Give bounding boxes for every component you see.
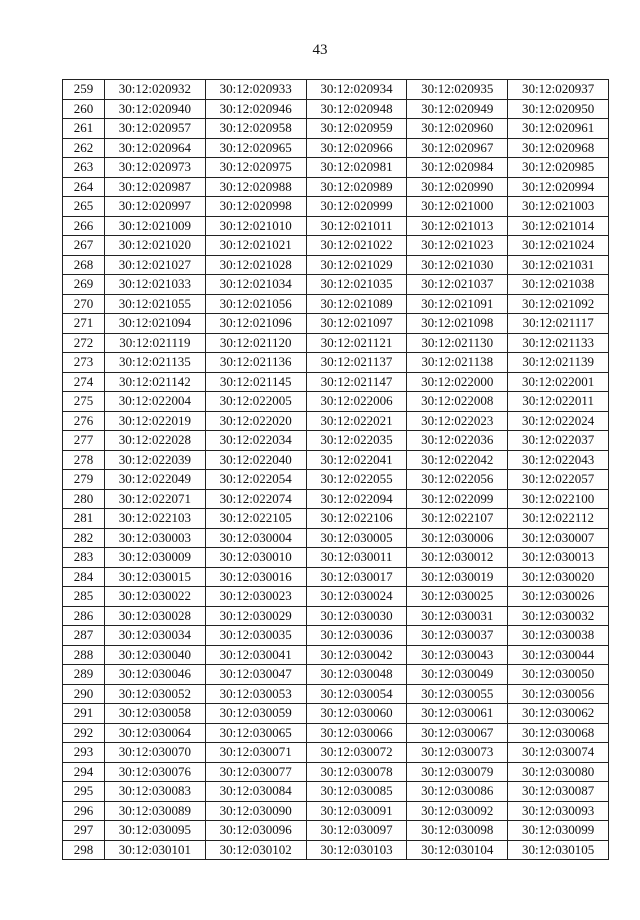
cadastral-number-cell: 30:12:020932 xyxy=(105,80,206,100)
cadastral-number-cell: 30:12:021092 xyxy=(508,294,609,314)
cadastral-number-cell: 30:12:021147 xyxy=(306,372,407,392)
row-number: 275 xyxy=(63,392,105,412)
cadastral-number-cell: 30:12:022112 xyxy=(508,509,609,529)
cadastral-number-cell: 30:12:030066 xyxy=(306,723,407,743)
cadastral-number-cell: 30:12:021133 xyxy=(508,333,609,353)
cadastral-number-cell: 30:12:020958 xyxy=(205,119,306,139)
cadastral-number-cell: 30:12:030053 xyxy=(205,684,306,704)
row-number: 285 xyxy=(63,587,105,607)
row-number: 276 xyxy=(63,411,105,431)
cadastral-number-cell: 30:12:030042 xyxy=(306,645,407,665)
table-row xyxy=(63,528,609,548)
cadastral-number-cell: 30:12:020989 xyxy=(306,177,407,197)
row-number: 261 xyxy=(63,119,105,139)
row-number: 266 xyxy=(63,216,105,236)
page-number: 43 xyxy=(312,42,328,58)
cadastral-number-cell: 30:12:030056 xyxy=(508,684,609,704)
cadastral-number-cell: 30:12:021121 xyxy=(306,333,407,353)
cadastral-number-cell: 30:12:021003 xyxy=(508,197,609,217)
cadastral-number-cell: 30:12:021031 xyxy=(508,255,609,275)
cadastral-number-cell: 30:12:022037 xyxy=(508,431,609,451)
cadastral-number-cell: 30:12:022055 xyxy=(306,470,407,490)
table-row xyxy=(63,353,609,373)
cadastral-number-cell: 30:12:021117 xyxy=(508,314,609,334)
cadastral-number-cell: 30:12:030086 xyxy=(407,782,508,802)
row-number: 293 xyxy=(63,743,105,763)
table-row xyxy=(63,684,609,704)
row-number: 288 xyxy=(63,645,105,665)
cadastral-number-cell: 30:12:021022 xyxy=(306,236,407,256)
cadastral-number-cell: 30:12:020998 xyxy=(205,197,306,217)
row-number: 278 xyxy=(63,450,105,470)
row-number: 284 xyxy=(63,567,105,587)
table-row xyxy=(63,80,609,100)
cadastral-number-cell: 30:12:022042 xyxy=(407,450,508,470)
row-number: 295 xyxy=(63,782,105,802)
cadastral-number-cell: 30:12:020987 xyxy=(105,177,206,197)
cadastral-number-cell: 30:12:021035 xyxy=(306,275,407,295)
cadastral-number-cell: 30:12:021033 xyxy=(105,275,206,295)
cadastral-number-cell: 30:12:030010 xyxy=(205,548,306,568)
cadastral-number-cell: 30:12:022049 xyxy=(105,470,206,490)
cadastral-number-cell: 30:12:020985 xyxy=(508,158,609,178)
cadastral-number-cell: 30:12:022099 xyxy=(407,489,508,509)
cadastral-number-cell: 30:12:030103 xyxy=(306,840,407,860)
row-number: 287 xyxy=(63,626,105,646)
cadastral-number-cell: 30:12:030011 xyxy=(306,548,407,568)
table-row xyxy=(63,723,609,743)
table-row xyxy=(63,840,609,860)
cadastral-number-cell: 30:12:030089 xyxy=(105,801,206,821)
row-number: 264 xyxy=(63,177,105,197)
table-body xyxy=(63,80,609,860)
cadastral-number-cell: 30:12:030102 xyxy=(205,840,306,860)
cadastral-number-cell: 30:12:020975 xyxy=(205,158,306,178)
row-number: 263 xyxy=(63,158,105,178)
cadastral-number-cell: 30:12:020994 xyxy=(508,177,609,197)
row-number: 289 xyxy=(63,665,105,685)
cadastral-number-cell: 30:12:020946 xyxy=(205,99,306,119)
cadastral-number-cell: 30:12:030012 xyxy=(407,548,508,568)
cadastral-number-cell: 30:12:022001 xyxy=(508,372,609,392)
cadastral-number-cell: 30:12:021135 xyxy=(105,353,206,373)
cadastral-number-cell: 30:12:030105 xyxy=(508,840,609,860)
cadastral-number-cell: 30:12:030013 xyxy=(508,548,609,568)
cadastral-number-cell: 30:12:021020 xyxy=(105,236,206,256)
cadastral-number-cell: 30:12:020949 xyxy=(407,99,508,119)
cadastral-number-cell: 30:12:021056 xyxy=(205,294,306,314)
cadastral-number-cell: 30:12:030062 xyxy=(508,704,609,724)
cadastral-number-cell: 30:12:022008 xyxy=(407,392,508,412)
cadastral-number-cell: 30:12:020997 xyxy=(105,197,206,217)
table-row xyxy=(63,333,609,353)
cadastral-number-cell: 30:12:030083 xyxy=(105,782,206,802)
table-row xyxy=(63,138,609,158)
cadastral-number-cell: 30:12:021055 xyxy=(105,294,206,314)
table-row xyxy=(63,821,609,841)
cadastral-number-cell: 30:12:022020 xyxy=(205,411,306,431)
cadastral-number-cell: 30:12:021021 xyxy=(205,236,306,256)
cadastral-number-cell: 30:12:030101 xyxy=(105,840,206,860)
table-row xyxy=(63,509,609,529)
row-number: 259 xyxy=(63,80,105,100)
cadastral-number-cell: 30:12:021028 xyxy=(205,255,306,275)
cadastral-number-cell: 30:12:021130 xyxy=(407,333,508,353)
cadastral-number-cell: 30:12:021029 xyxy=(306,255,407,275)
cadastral-number-cell: 30:12:030046 xyxy=(105,665,206,685)
cadastral-number-cell: 30:12:021091 xyxy=(407,294,508,314)
table-row xyxy=(63,197,609,217)
cadastral-number-cell: 30:12:021030 xyxy=(407,255,508,275)
cadastral-number-cell: 30:12:021089 xyxy=(306,294,407,314)
row-number: 273 xyxy=(63,353,105,373)
cadastral-number-cell: 30:12:030067 xyxy=(407,723,508,743)
row-number: 298 xyxy=(63,840,105,860)
cadastral-number-cell: 30:12:020968 xyxy=(508,138,609,158)
cadastral-number-cell: 30:12:030028 xyxy=(105,606,206,626)
table-row xyxy=(63,294,609,314)
cadastral-number-cell: 30:12:021119 xyxy=(105,333,206,353)
cadastral-number-cell: 30:12:022005 xyxy=(205,392,306,412)
cadastral-number-cell: 30:12:030077 xyxy=(205,762,306,782)
cadastral-number-cell: 30:12:030065 xyxy=(205,723,306,743)
cadastral-number-cell: 30:12:030038 xyxy=(508,626,609,646)
cadastral-number-cell: 30:12:021013 xyxy=(407,216,508,236)
table-row xyxy=(63,314,609,334)
cadastral-number-cell: 30:12:030047 xyxy=(205,665,306,685)
cadastral-number-cell: 30:12:021145 xyxy=(205,372,306,392)
cadastral-number-cell: 30:12:022040 xyxy=(205,450,306,470)
cadastral-number-cell: 30:12:022057 xyxy=(508,470,609,490)
cadastral-number-cell: 30:12:030080 xyxy=(508,762,609,782)
row-number: 262 xyxy=(63,138,105,158)
cadastral-number-cell: 30:12:020934 xyxy=(306,80,407,100)
cadastral-number-cell: 30:12:030015 xyxy=(105,567,206,587)
cadastral-number-cell: 30:12:021094 xyxy=(105,314,206,334)
cadastral-number-cell: 30:12:021120 xyxy=(205,333,306,353)
cadastral-number-cell: 30:12:020990 xyxy=(407,177,508,197)
cadastral-number-cell: 30:12:021038 xyxy=(508,275,609,295)
table-row xyxy=(63,119,609,139)
cadastral-number-cell: 30:12:021096 xyxy=(205,314,306,334)
cadastral-number-cell: 30:12:030078 xyxy=(306,762,407,782)
cadastral-number-cell: 30:12:022100 xyxy=(508,489,609,509)
cadastral-number-cell: 30:12:022074 xyxy=(205,489,306,509)
cadastral-number-cell: 30:12:020948 xyxy=(306,99,407,119)
cadastral-number-cell: 30:12:020981 xyxy=(306,158,407,178)
cadastral-number-cell: 30:12:021027 xyxy=(105,255,206,275)
cadastral-number-cell: 30:12:030104 xyxy=(407,840,508,860)
row-number: 294 xyxy=(63,762,105,782)
table-row xyxy=(63,762,609,782)
cadastral-number-cell: 30:12:022034 xyxy=(205,431,306,451)
cadastral-number-cell: 30:12:022105 xyxy=(205,509,306,529)
cadastral-number-cell: 30:12:030020 xyxy=(508,567,609,587)
row-number: 277 xyxy=(63,431,105,451)
cadastral-number-cell: 30:12:030098 xyxy=(407,821,508,841)
cadastral-number-cell: 30:12:021098 xyxy=(407,314,508,334)
cadastral-number-cell: 30:12:020933 xyxy=(205,80,306,100)
cadastral-number-cell: 30:12:021139 xyxy=(508,353,609,373)
cadastral-number-cell: 30:12:022094 xyxy=(306,489,407,509)
table-row xyxy=(63,431,609,451)
cadastral-number-cell: 30:12:030097 xyxy=(306,821,407,841)
row-number: 272 xyxy=(63,333,105,353)
cadastral-number-cell: 30:12:030019 xyxy=(407,567,508,587)
cadastral-number-cell: 30:12:022028 xyxy=(105,431,206,451)
cadastral-number-cell: 30:12:030052 xyxy=(105,684,206,704)
table-row xyxy=(63,548,609,568)
cadastral-number-cell: 30:12:020960 xyxy=(407,119,508,139)
cadastral-number-cell: 30:12:020964 xyxy=(105,138,206,158)
table-row xyxy=(63,275,609,295)
cadastral-number-cell: 30:12:030007 xyxy=(508,528,609,548)
cadastral-number-cell: 30:12:022106 xyxy=(306,509,407,529)
cadastral-number-cell: 30:12:030005 xyxy=(306,528,407,548)
table-row xyxy=(63,411,609,431)
table-row xyxy=(63,606,609,626)
cadastral-number-cell: 30:12:030043 xyxy=(407,645,508,665)
cadastral-number-cell: 30:12:030037 xyxy=(407,626,508,646)
row-number: 260 xyxy=(63,99,105,119)
cadastral-number-cell: 30:12:022054 xyxy=(205,470,306,490)
cadastral-number-cell: 30:12:030035 xyxy=(205,626,306,646)
cadastral-number-cell: 30:12:030055 xyxy=(407,684,508,704)
cadastral-number-cell: 30:12:022071 xyxy=(105,489,206,509)
cadastral-number-cell: 30:12:021009 xyxy=(105,216,206,236)
cadastral-number-cell: 30:12:020959 xyxy=(306,119,407,139)
cadastral-number-cell: 30:12:030072 xyxy=(306,743,407,763)
cadastral-number-cell: 30:12:022000 xyxy=(407,372,508,392)
table-row xyxy=(63,236,609,256)
cadastral-number-cell: 30:12:020961 xyxy=(508,119,609,139)
table-row xyxy=(63,587,609,607)
cadastral-number-cell: 30:12:020988 xyxy=(205,177,306,197)
cadastral-number-cell: 30:12:020957 xyxy=(105,119,206,139)
cadastral-number-cell: 30:12:030048 xyxy=(306,665,407,685)
cadastral-number-cell: 30:12:030071 xyxy=(205,743,306,763)
cadastral-number-cell: 30:12:030009 xyxy=(105,548,206,568)
cadastral-number-cell: 30:12:020966 xyxy=(306,138,407,158)
cadastral-number-cell: 30:12:020937 xyxy=(508,80,609,100)
cadastral-number-cell: 30:12:021023 xyxy=(407,236,508,256)
cadastral-number-cell: 30:12:030061 xyxy=(407,704,508,724)
cadastral-number-cell: 30:12:030026 xyxy=(508,587,609,607)
cadastral-number-cell: 30:12:021000 xyxy=(407,197,508,217)
cadastral-number-cell: 30:12:030024 xyxy=(306,587,407,607)
cadastral-number-cell: 30:12:030049 xyxy=(407,665,508,685)
row-number: 268 xyxy=(63,255,105,275)
cadastral-number-cell: 30:12:021010 xyxy=(205,216,306,236)
cadastral-number-cell: 30:12:022041 xyxy=(306,450,407,470)
cadastral-number-cell: 30:12:030068 xyxy=(508,723,609,743)
row-number: 296 xyxy=(63,801,105,821)
row-number: 283 xyxy=(63,548,105,568)
cadastral-number-cell: 30:12:030076 xyxy=(105,762,206,782)
table-row xyxy=(63,450,609,470)
cadastral-number-cell: 30:12:030087 xyxy=(508,782,609,802)
cadastral-number-cell: 30:12:022021 xyxy=(306,411,407,431)
table-row xyxy=(63,99,609,119)
cadastral-number-cell: 30:12:030054 xyxy=(306,684,407,704)
cadastral-number-cell: 30:12:030074 xyxy=(508,743,609,763)
cadastral-number-cell: 30:12:030034 xyxy=(105,626,206,646)
cadastral-number-cell: 30:12:030099 xyxy=(508,821,609,841)
cadastral-number-cell: 30:12:030079 xyxy=(407,762,508,782)
table-row xyxy=(63,158,609,178)
row-number: 279 xyxy=(63,470,105,490)
row-number: 274 xyxy=(63,372,105,392)
cadastral-number-cell: 30:12:030036 xyxy=(306,626,407,646)
row-number: 286 xyxy=(63,606,105,626)
cadastral-number-cell: 30:12:022006 xyxy=(306,392,407,412)
table-row xyxy=(63,216,609,236)
cadastral-number-cell: 30:12:022035 xyxy=(306,431,407,451)
cadastral-number-cell: 30:12:020984 xyxy=(407,158,508,178)
cadastral-number-cell: 30:12:030041 xyxy=(205,645,306,665)
cadastral-number-cell: 30:12:030073 xyxy=(407,743,508,763)
cadastral-number-cell: 30:12:020940 xyxy=(105,99,206,119)
table-row xyxy=(63,704,609,724)
cadastral-number-cell: 30:12:020967 xyxy=(407,138,508,158)
cadastral-number-cell: 30:12:030029 xyxy=(205,606,306,626)
row-number: 281 xyxy=(63,509,105,529)
cadastral-number-cell: 30:12:021037 xyxy=(407,275,508,295)
table-row xyxy=(63,392,609,412)
cadastral-table xyxy=(62,79,609,860)
cadastral-number-cell: 30:12:021097 xyxy=(306,314,407,334)
table-row xyxy=(63,567,609,587)
cadastral-number-cell: 30:12:022039 xyxy=(105,450,206,470)
cadastral-number-cell: 30:12:030058 xyxy=(105,704,206,724)
table-row xyxy=(63,782,609,802)
row-number: 269 xyxy=(63,275,105,295)
row-number: 282 xyxy=(63,528,105,548)
cadastral-number-cell: 30:12:020965 xyxy=(205,138,306,158)
cadastral-number-cell: 30:12:030025 xyxy=(407,587,508,607)
table-row xyxy=(63,645,609,665)
cadastral-number-cell: 30:12:022036 xyxy=(407,431,508,451)
cadastral-number-cell: 30:12:022103 xyxy=(105,509,206,529)
row-number: 292 xyxy=(63,723,105,743)
table-row xyxy=(63,470,609,490)
cadastral-number-cell: 30:12:021034 xyxy=(205,275,306,295)
row-number: 290 xyxy=(63,684,105,704)
table-row xyxy=(63,801,609,821)
cadastral-number-cell: 30:12:030085 xyxy=(306,782,407,802)
cadastral-number-cell: 30:12:022024 xyxy=(508,411,609,431)
cadastral-number-cell: 30:12:030059 xyxy=(205,704,306,724)
table-row xyxy=(63,743,609,763)
cadastral-number-cell: 30:12:030022 xyxy=(105,587,206,607)
cadastral-number-cell: 30:12:022107 xyxy=(407,509,508,529)
row-number: 280 xyxy=(63,489,105,509)
cadastral-number-cell: 30:12:030023 xyxy=(205,587,306,607)
cadastral-number-cell: 30:12:022023 xyxy=(407,411,508,431)
cadastral-number-cell: 30:12:022004 xyxy=(105,392,206,412)
row-number: 271 xyxy=(63,314,105,334)
table-row xyxy=(63,177,609,197)
table-row xyxy=(63,372,609,392)
table-row xyxy=(63,665,609,685)
cadastral-number-cell: 30:12:030060 xyxy=(306,704,407,724)
cadastral-number-cell: 30:12:030030 xyxy=(306,606,407,626)
cadastral-number-cell: 30:12:030050 xyxy=(508,665,609,685)
row-number: 267 xyxy=(63,236,105,256)
cadastral-number-cell: 30:12:021138 xyxy=(407,353,508,373)
cadastral-number-cell: 30:12:021136 xyxy=(205,353,306,373)
cadastral-number-cell: 30:12:030017 xyxy=(306,567,407,587)
row-number: 265 xyxy=(63,197,105,217)
cadastral-number-cell: 30:12:030093 xyxy=(508,801,609,821)
table-row xyxy=(63,255,609,275)
cadastral-number-cell: 30:12:020999 xyxy=(306,197,407,217)
cadastral-number-cell: 30:12:030084 xyxy=(205,782,306,802)
cadastral-number-cell: 30:12:022019 xyxy=(105,411,206,431)
cadastral-number-cell: 30:12:022043 xyxy=(508,450,609,470)
cadastral-number-cell: 30:12:030016 xyxy=(205,567,306,587)
cadastral-number-cell: 30:12:021024 xyxy=(508,236,609,256)
cadastral-number-cell: 30:12:020935 xyxy=(407,80,508,100)
cadastral-number-cell: 30:12:030092 xyxy=(407,801,508,821)
cadastral-number-cell: 30:12:021137 xyxy=(306,353,407,373)
cadastral-number-cell: 30:12:030006 xyxy=(407,528,508,548)
cadastral-number-cell: 30:12:030044 xyxy=(508,645,609,665)
cadastral-number-cell: 30:12:030032 xyxy=(508,606,609,626)
row-number: 297 xyxy=(63,821,105,841)
cadastral-number-cell: 30:12:021011 xyxy=(306,216,407,236)
cadastral-number-cell: 30:12:030031 xyxy=(407,606,508,626)
cadastral-number-cell: 30:12:030064 xyxy=(105,723,206,743)
row-number: 291 xyxy=(63,704,105,724)
cadastral-number-cell: 30:12:021142 xyxy=(105,372,206,392)
cadastral-number-cell: 30:12:030095 xyxy=(105,821,206,841)
cadastral-number-cell: 30:12:021014 xyxy=(508,216,609,236)
cadastral-number-cell: 30:12:020950 xyxy=(508,99,609,119)
cadastral-number-cell: 30:12:030070 xyxy=(105,743,206,763)
cadastral-number-cell: 30:12:022011 xyxy=(508,392,609,412)
cadastral-number-cell: 30:12:030003 xyxy=(105,528,206,548)
cadastral-number-cell: 30:12:030091 xyxy=(306,801,407,821)
cadastral-number-cell: 30:12:030090 xyxy=(205,801,306,821)
cadastral-number-cell: 30:12:030040 xyxy=(105,645,206,665)
cadastral-number-cell: 30:12:022056 xyxy=(407,470,508,490)
row-number: 270 xyxy=(63,294,105,314)
table-row xyxy=(63,626,609,646)
cadastral-number-cell: 30:12:030004 xyxy=(205,528,306,548)
table-row xyxy=(63,489,609,509)
cadastral-number-cell: 30:12:020973 xyxy=(105,158,206,178)
cadastral-number-cell: 30:12:030096 xyxy=(205,821,306,841)
